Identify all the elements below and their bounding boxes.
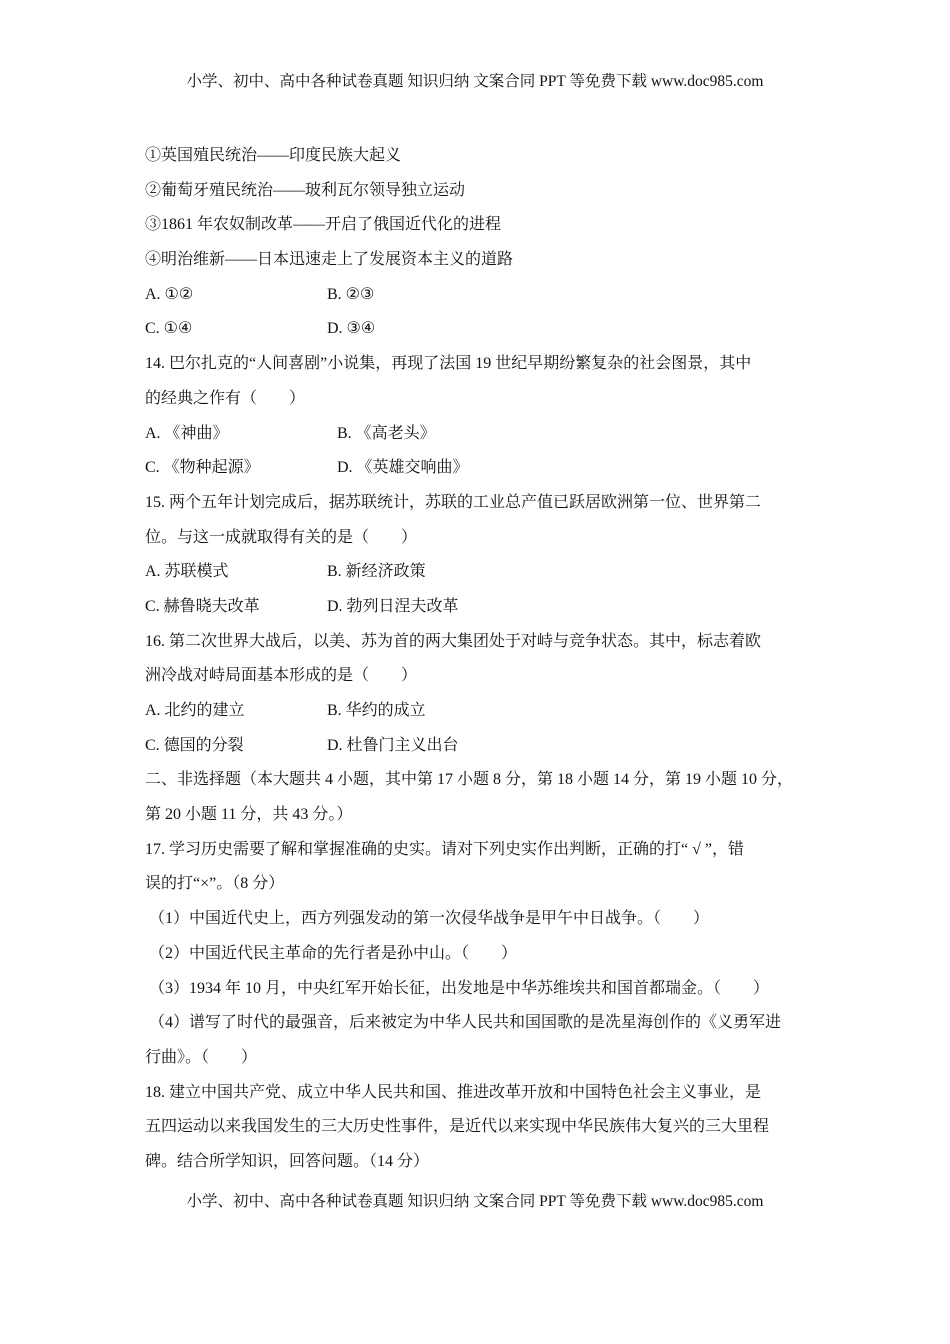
exam-content [145,144,815,1185]
q18-stem-2: 五四运动以来我国发生的三大历史性事件，是近代以来实现中华民族伟大复兴的三大里程 [145,1118,770,1136]
q14-stem-2: 的经典之作有（ ） [145,389,306,407]
q18-stem-3: 碑。结合所学知识，回答问题。（14 分） [145,1152,430,1170]
q15-option-c: C. 赫鲁晓夫改革 [145,597,260,615]
q16-option-d: D. 杜鲁门主义出台 [327,736,459,754]
q13-item-2: ②葡萄牙殖民统治——玻利瓦尔领导独立运动 [145,181,466,199]
q13-item-3: ③1861 年农奴制改革——开启了俄国近代化的进程 [145,216,502,234]
q15-option-a: A. 苏联模式 [145,563,229,581]
q15-stem-2: 位。与这一成就取得有关的是（ ） [145,528,418,546]
page-header: 小学、初中、高中各种试卷真题 知识归纳 文案合同 PPT 等免费下载 www.doc985.com [186,73,764,90]
q15-option-b: B. 新经济政策 [327,563,426,581]
q15-option-d: D. 勃列日涅夫改革 [327,597,459,615]
q14-options-row-1 [145,422,815,457]
q13-option-a: A. ①② [145,285,194,303]
q17-stem-2: 误的打“×”。（8 分） [145,875,285,893]
q13-item-4: ④明治维新——日本迅速走上了发展资本主义的道路 [145,251,514,269]
q13-options-row-2 [145,317,815,352]
q18-stem-1: 18. 建立中国共产党、成立中华人民共和国、推进改革开放和中国特色社会主义事业，是 [145,1083,762,1101]
q14-option-b: B. 《高老头》 [337,424,436,442]
q15-options-row-1 [145,560,815,595]
q16-option-b: B. 华约的成立 [327,702,426,719]
q14-option-d: D. 《英雄交响曲》 [337,459,469,477]
q13-item-1: ①英国殖民统治——印度民族大起义 [145,147,402,164]
q15-stem-1: 15. 两个五年计划完成后，据苏联统计，苏联的工业总产值已跃居欧洲第一位、世界第二 [145,493,762,511]
q16-options-row-2 [145,734,815,769]
q13-option-c: C. ①④ [145,320,193,338]
q17-item-2: （2）中国近代民主革命的先行者是孙中山。（ ） [149,944,518,962]
q14-option-a: A. 《神曲》 [145,424,229,442]
q17-item-3: （3）1934 年 10 月，中央红军开始长征，出发地是中华苏维埃共和国首都瑞金。（ ） [149,979,770,997]
q17-item-4: （4）谱写了时代的最强音，后来被定为中华人民共和国国歌的是冼星海创作的《义勇军进 [149,1014,782,1032]
q16-stem-2: 洲冷战对峙局面基本形成的是（ ） [145,667,418,685]
q14-option-c: C. 《物种起源》 [145,459,260,477]
page-footer: 小学、初中、高中各种试卷真题 知识归纳 文案合同 PPT 等免费下载 www.doc985.com [186,1193,764,1210]
section-2-heading-2: 第 20 小题 11 分，共 43 分。） [145,806,353,824]
q13-option-b: B. ②③ [327,285,375,303]
q14-stem-1: 14. 巴尔扎克的“人间喜剧”小说集，再现了法国 19 世纪早期纷繁复杂的社会图景，其中 [145,355,752,373]
q16-stem-1: 16. 第二次世界大战后，以美、苏为首的两大集团处于对峙与竞争状态。其中，标志着欧 [145,632,762,650]
q15-options-row-2 [145,595,815,630]
q16-option-c: C. 德国的分裂 [145,736,244,754]
q16-option-a: A. 北约的建立 [145,702,245,719]
q13-option-d: D. ③④ [327,320,376,338]
q17-item-4-cont: 行曲》。（ ） [145,1048,258,1066]
q16-options-row-1 [145,699,815,734]
q17-stem-1: 17. 学习历史需要了解和掌握准确的史实。请对下列史实作出判断，正确的打“ √ ”，错 [145,840,744,858]
section-2-heading-1: 二、非选择题（本大题共 4 小题，其中第 17 小题 8 分，第 18 小题 14 分，第 19 小题 10 分， [145,771,794,789]
q17-item-1: （1）中国近代史上，西方列强发动的第一次侵华战争是甲午中日战争。（ ） [149,910,710,928]
q13-options-row-1 [145,283,815,318]
q14-options-row-2 [145,456,815,491]
